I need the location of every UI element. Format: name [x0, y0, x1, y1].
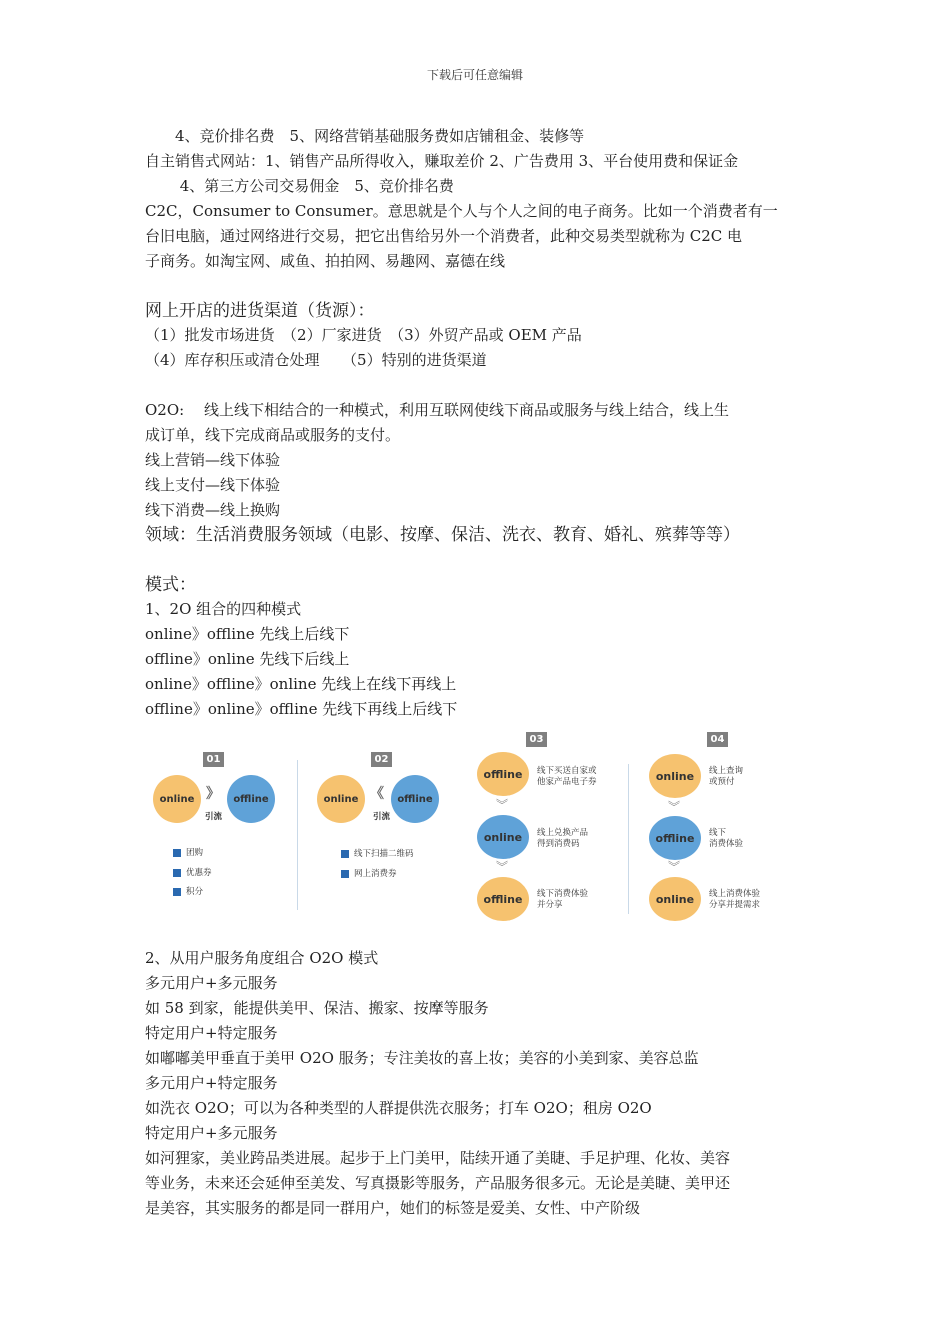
text-line: 2、从用户服务角度组合 O2O 模式	[145, 949, 379, 967]
panel-2-label: 引流	[373, 812, 391, 822]
text-line: 子商务。如淘宝网、咸鱼、拍拍网、易趣网、嘉德在线	[145, 252, 506, 270]
text-line: 多元用户+多元服务	[145, 974, 278, 992]
panel-2-item: 线下扫描二维码	[341, 847, 414, 859]
text-line: O2O: 线上线下相结合的一种模式，利用互联网使线下商品或服务与线上结合，线上生	[145, 401, 729, 419]
bullet-square-icon	[173, 849, 181, 857]
panel-4-step-3-text: 线上消费体验 分享并提需求	[709, 889, 761, 910]
text-line: offline》online 先线下后线上	[145, 650, 350, 668]
panel-2-online-circle: online	[317, 775, 365, 823]
panel-1-offline-circle: offline	[227, 775, 275, 823]
panel-4-circle-3: online	[649, 877, 701, 921]
panel-1-item: 积分	[173, 885, 203, 897]
panel-1-online-circle: online	[153, 775, 201, 823]
panel-4-step-2-text: 线下 消费体验	[709, 828, 744, 849]
panel-4-number: 04	[707, 732, 728, 747]
text-line: 如 58 到家，能提供美甲、保洁、搬家、按摩等服务	[145, 999, 489, 1017]
text-line: 特定用户+特定服务	[145, 1024, 278, 1042]
text-line: online》offline》online 先线上在线下再线上	[145, 675, 457, 693]
text-line: 1、2O 组合的四种模式	[145, 600, 302, 618]
panel-2-arrow-icon: 《	[370, 786, 384, 802]
panel-2-offline-circle: offline	[391, 775, 439, 823]
text-line: 网上开店的进货渠道（货源）：	[145, 301, 375, 321]
panel-1-label: 引流	[205, 812, 223, 822]
text-line: 台旧电脑，通过网络进行交易，把它出售给另外一个消费者，此种交易类型就称为 C2C 电	[145, 227, 743, 245]
text-line: 是美容，其实服务的都是同一群用户，她们的标签是爱美、女性、中产阶级	[145, 1199, 641, 1217]
panel-3-circle-3: offline	[477, 877, 529, 921]
panel-divider	[297, 760, 298, 910]
panel-1-item: 团购	[173, 846, 203, 858]
text-line: 等业务，未来还会延伸至美发、写真摄影等服务，产品服务很多元。无论是美睫、美甲还	[145, 1174, 731, 1192]
text-line: 特定用户+多元服务	[145, 1124, 278, 1142]
panel-3-step-3-text: 线下消费体验 并分享	[537, 889, 589, 910]
panel-1-number: 01	[203, 752, 224, 767]
page-header: 下载后可任意编辑	[426, 68, 523, 82]
text-line: 如嘟嘟美甲垂直于美甲 O2O 服务；专注美妆的喜上妆；美容的小美到家、美容总监	[145, 1049, 699, 1067]
text-line: online》offline 先线上后线下	[145, 625, 350, 643]
panel-4-circle-1: online	[649, 754, 701, 798]
panel-1-item: 优惠券	[173, 866, 212, 878]
text-line: 如河狸家，美业跨品类进展。起步于上门美甲，陆续开通了美睫、手足护理、化妆、美容	[145, 1149, 731, 1167]
panel-3-circle-1: offline	[477, 752, 529, 796]
text-line: 如洗衣 O2O；可以为各种类型的人群提供洗衣服务；打车 O2O；租房 O2O	[145, 1099, 652, 1117]
text-line: 线上营销—线下体验	[145, 451, 281, 469]
panel-3-number: 03	[526, 732, 547, 747]
panel-2-item: 网上消费券	[341, 867, 397, 879]
text-line: 成订单，线下完成商品或服务的支付。	[145, 426, 401, 444]
chevron-down-icon: ︾	[668, 800, 681, 814]
text-line: 线下消费—线上换购	[145, 501, 281, 519]
chevron-down-icon: ︾	[496, 798, 509, 812]
text-line: offline》online》offline 先线下再线上后线下	[145, 700, 458, 718]
text-line: 自主销售式网站：1、销售产品所得收入，赚取差价 2、广告费用 3、平台使用费和保证金	[145, 152, 739, 170]
text-line: 模式：	[145, 575, 196, 595]
text-line: 线上支付—线下体验	[145, 476, 281, 494]
panel-1-arrow-icon: 》	[206, 786, 220, 802]
text-line: 领域：生活消费服务领域（电影、按摩、保洁、洗衣、教育、婚礼、殡葬等等）	[145, 525, 740, 545]
text-line: C2C，Consumer to Consumer。意思就是个人与个人之间的电子商务。比如一个消费者有一	[145, 202, 778, 220]
panel-divider	[628, 764, 629, 914]
text-line: 多元用户+特定服务	[145, 1074, 278, 1092]
o2o-modes-diagram	[145, 728, 785, 928]
bullet-square-icon	[341, 870, 349, 878]
text-line: 4、竞价排名费 5、网络营销基础服务费如店铺租金、装修等	[145, 127, 585, 145]
chevron-down-icon: ︾	[668, 860, 681, 874]
panel-3-step-2-text: 线上兑换产品 得到消费码	[537, 828, 589, 849]
panel-4-step-1-text: 线上查询 或预付	[709, 766, 744, 787]
chevron-down-icon: ︾	[496, 860, 509, 874]
panel-3-circle-2: online	[477, 815, 529, 859]
text-line: 4、第三方公司交易佣金 5、竞价排名费	[145, 177, 454, 195]
bullet-square-icon	[173, 888, 181, 896]
bullet-square-icon	[173, 869, 181, 877]
panel-4-circle-2: offline	[649, 816, 701, 860]
panel-3-step-1-text: 线下买送自家或 他家产品电子券	[537, 766, 597, 787]
bullet-square-icon	[341, 850, 349, 858]
text-line: （1）批发市场进货 （2）厂家进货 （3）外贸产品或 OEM 产品	[145, 326, 582, 344]
text-line: （4）库存积压或清仓处理 （5）特别的进货渠道	[145, 351, 487, 369]
panel-2-number: 02	[371, 752, 392, 767]
